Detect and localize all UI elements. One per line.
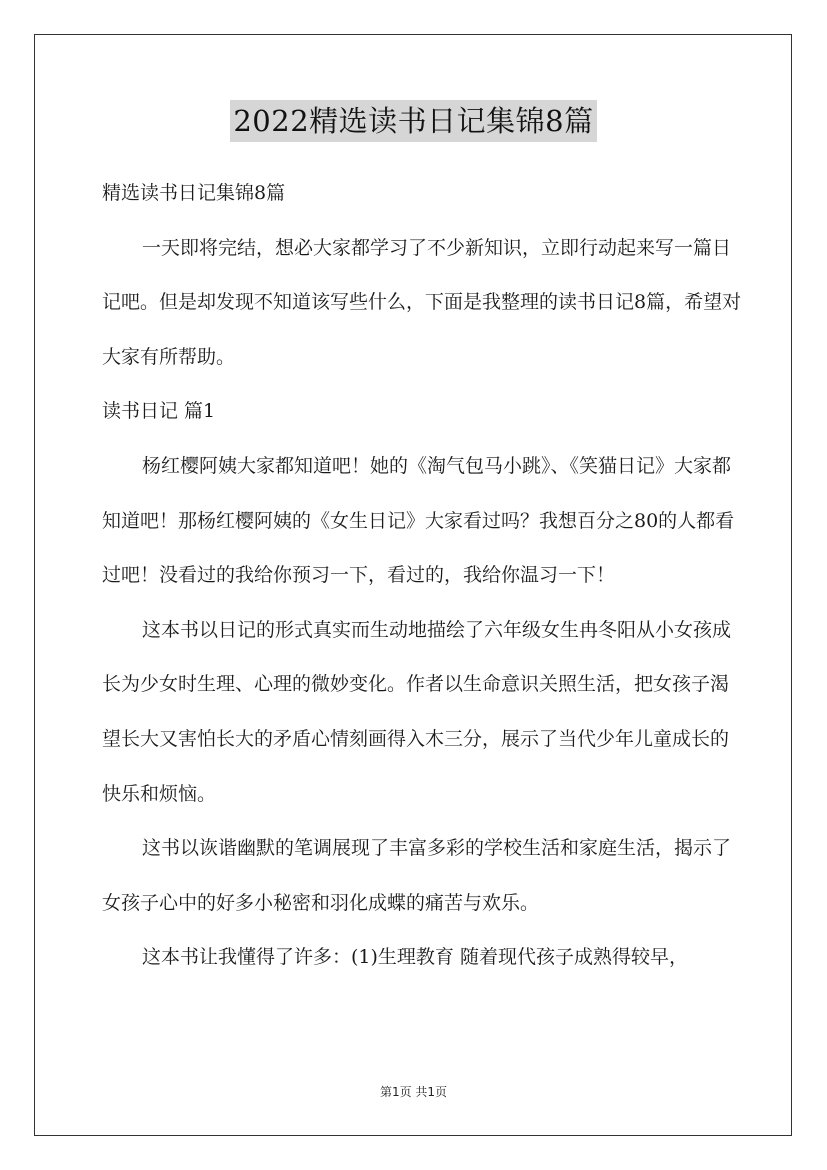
page-footer: 第1页 共1页	[379, 1085, 448, 1099]
intro-paragraph: 一天即将完结，想必大家都学习了不少新知识，立即行动起来写一篇日记吧。但是却发现不知道该写些什么，下面是我整理的读书日记8篇，希望对大家有所帮助。	[102, 236, 742, 368]
body-paragraph: 杨红樱阿姨大家都知道吧！她的《淘气包马小跳》、《笑猫日记》大家都知道吧！那杨红樱阿姨的《女生日记》大家看过吗？我想百分之80的人都看过吧！没看过的我给你预习一下，看过的，我给你温习一下！	[102, 454, 735, 587]
document-subtitle: 精选读书日记集锦8篇	[102, 182, 286, 204]
title-container	[0, 100, 827, 142]
body-paragraph: 这本书让我懂得了许多：(1)生理教育 随着现代孩子成熟得较早，	[142, 946, 688, 969]
document-body	[102, 166, 742, 985]
body-paragraph: 这书以诙谐幽默的笔调展现了丰富多彩的学校生活和家庭生活，揭示了女孩子心中的好多小秘密和羽化成蝶的痛苦与欢乐。	[102, 837, 732, 914]
body-paragraph: 这本书以日记的形式真实而生动地描绘了六年级女生冉冬阳从小女孩成长为少女时生理、心理的微妙变化。作者以生命意识关照生活，把女孩子渴望长大又害怕长大的矛盾心情刻画得入木三分，展示了当代少年儿童成长的快乐和烦恼。	[102, 618, 732, 805]
document-title: 2022精选读书日记集锦8篇	[230, 100, 596, 142]
section-heading: 读书日记 篇1	[102, 400, 216, 423]
